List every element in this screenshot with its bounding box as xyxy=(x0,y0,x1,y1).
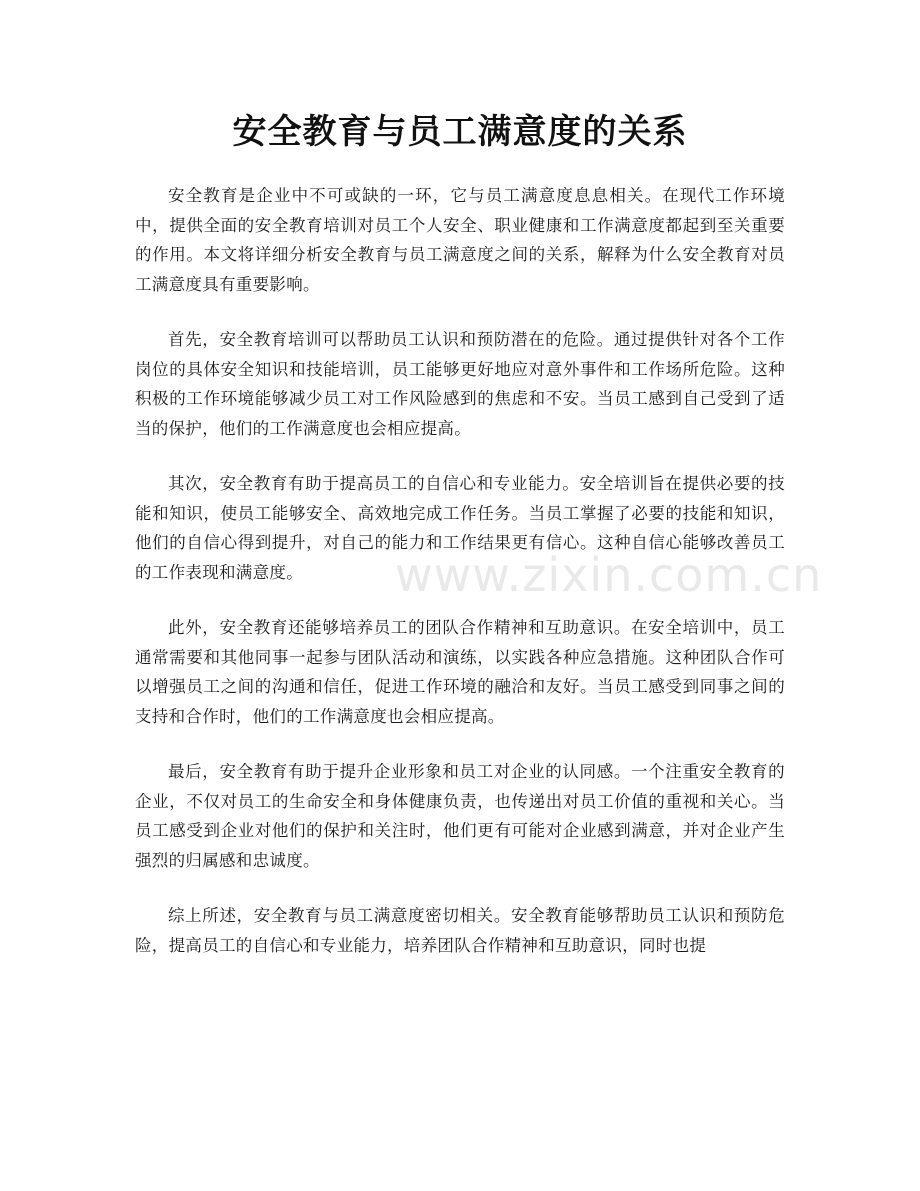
watermark: www.zixin.com.cn xyxy=(395,548,823,602)
paragraph-4: 此外，安全教育还能够培养员工的团队合作精神和互助意识。在安全培训中，员工通常需要和其他同事一起参与团队活动和演练，以实践各种应急措施。这种团队合作可以增强员工之间的沟通和信任，促进工作环境的融洽和友好。当员工感受到同事之间的支持和合作时，他们的工作满意度也会相应提高。 xyxy=(135,618,785,726)
page-title: 安全教育与员工满意度的关系 xyxy=(232,112,688,152)
paragraph-3: 其次，安全教育有助于提高员工的自信心和专业能力。安全培训旨在提供必要的技能和知识，使员工能够安全、高效地完成工作任务。当员工掌握了必要的技能和知识，他们的自信心得到提升，对自己的能力和工作结果更有信心。这种自信心能够改善员工的工作表现和满意度。 xyxy=(135,474,785,582)
paragraph-1: 安全教育是企业中不可或缺的一环，它与员工满意度息息相关。在现代工作环境中，提供全面的安全教育培训对员工个人安全、职业健康和工作满意度都起到至关重要的作用。本文将详细分析安全教育与员工满意度之间的关系，解释为什么安全教育对员工满意度具有重要影响。 xyxy=(135,186,785,294)
paragraph-5: 最后，安全教育有助于提升企业形象和员工对企业的认同感。一个注重安全教育的企业，不仅对员工的生命安全和身体健康负责，也传递出对员工价值的重视和关心。当员工感受到企业对他们的保护和关注时，他们更有可能对企业感到满意，并对企业产生强烈的归属感和忠诚度。 xyxy=(135,762,785,870)
document-body xyxy=(135,181,785,986)
paragraph-6: 综上所述，安全教育与员工满意度密切相关。安全教育能够帮助员工认识和预防危险，提高员工的自信心和专业能力，培养团队合作精神和互助意识，同时也提 xyxy=(135,906,785,955)
paragraph-2: 首先，安全教育培训可以帮助员工认识和预防潜在的危险。通过提供针对各个工作岗位的具体安全知识和技能培训，员工能够更好地应对意外事件和工作场所危险。这种积极的工作环境能够减少员工对工作风险感到的焦虑和不安。当员工感到自己受到了适当的保护，他们的工作满意度也会相应提高。 xyxy=(135,330,785,438)
